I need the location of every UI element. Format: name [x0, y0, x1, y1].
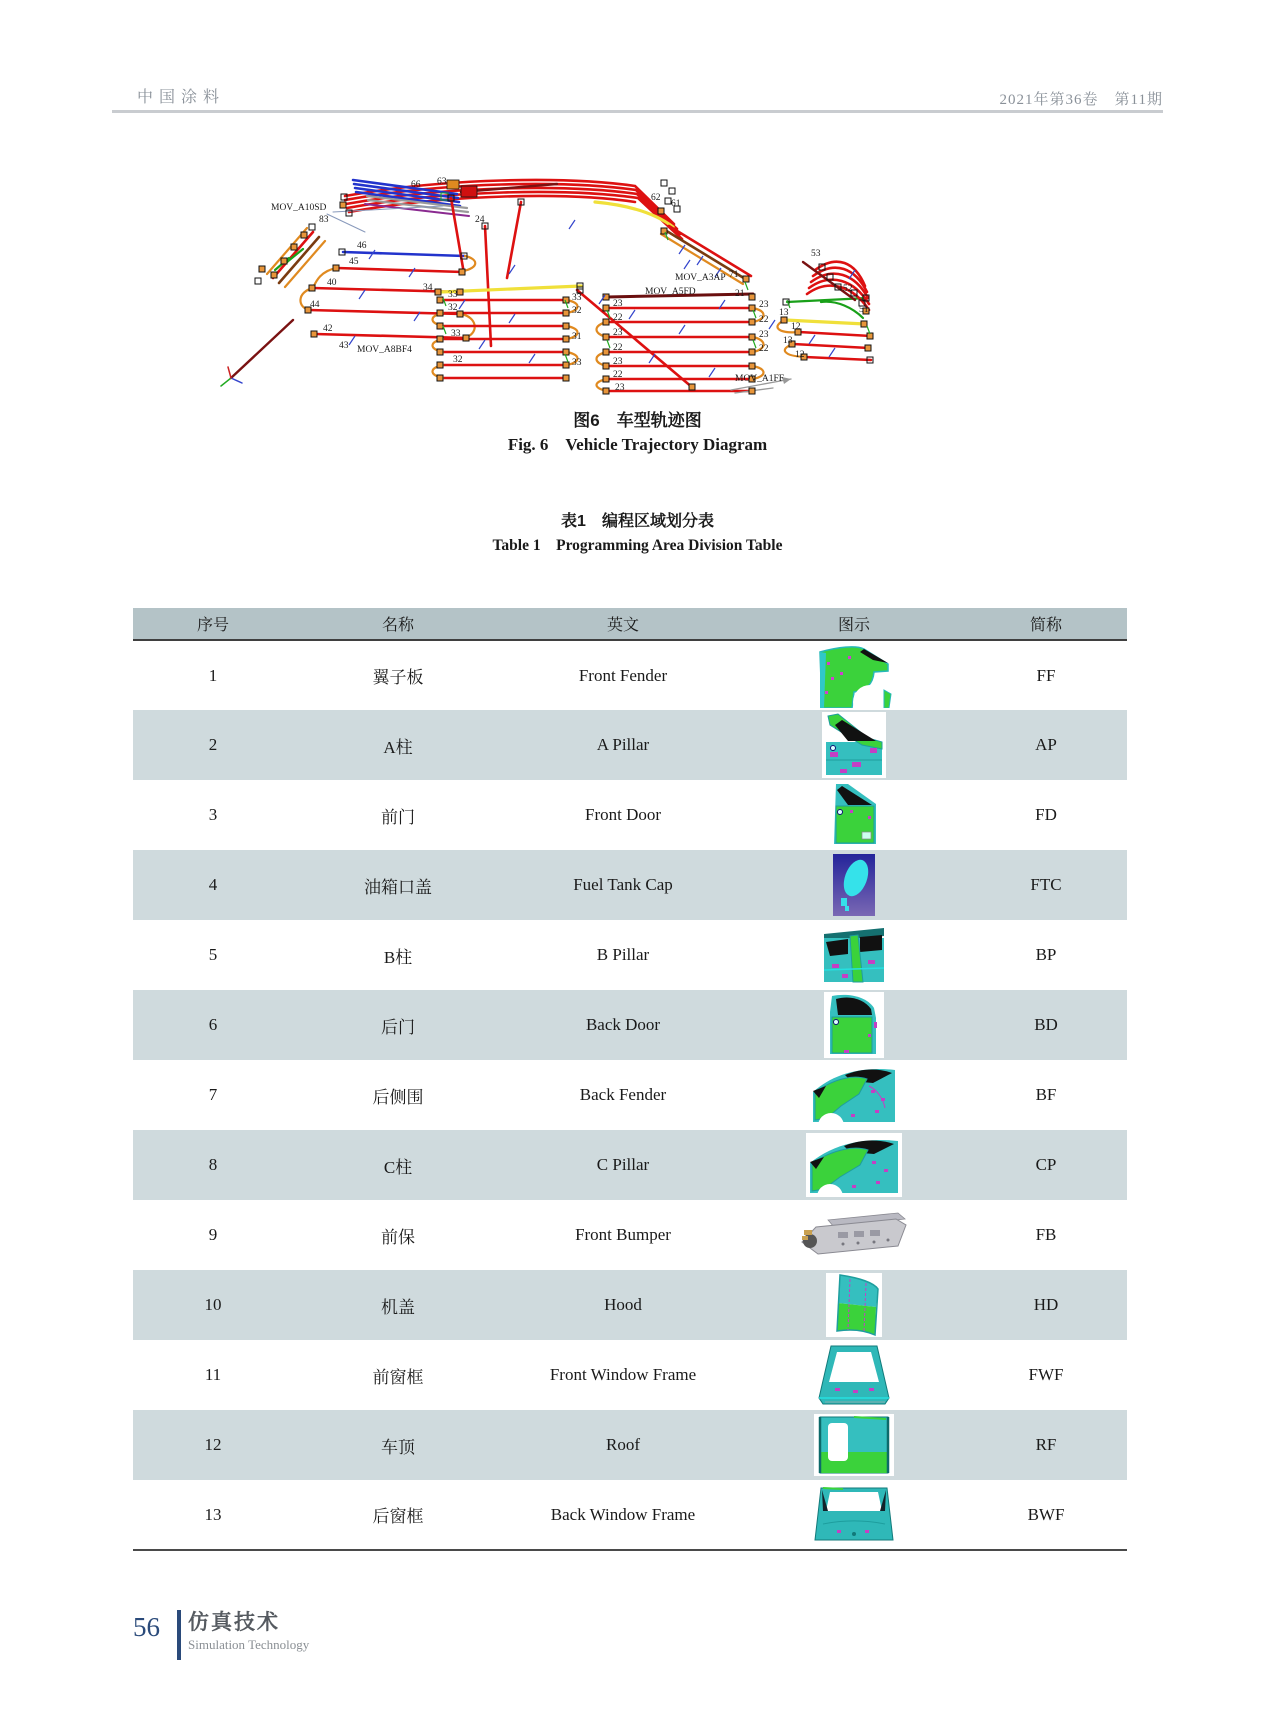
header-rule — [112, 110, 1163, 113]
table-row: 4 油箱口盖 Fuel Tank Cap FTC — [133, 850, 1127, 920]
svg-text:31: 31 — [572, 332, 582, 342]
table-row: 5 B柱 B Pillar BP — [133, 920, 1127, 990]
illustration-front-door — [828, 782, 880, 848]
svg-text:23: 23 — [615, 383, 625, 393]
table-row: 7 后侧围 Back Fender BF — [133, 1060, 1127, 1130]
svg-text:12: 12 — [795, 350, 805, 360]
illustration-b-pillar — [822, 926, 886, 984]
svg-text:43: 43 — [339, 341, 349, 351]
illustration-fuel-tank-cap — [833, 854, 875, 916]
svg-text:51: 51 — [859, 305, 869, 315]
svg-text:32: 32 — [448, 303, 458, 313]
figure-caption-en: Fig. 6 Vehicle Trajectory Diagram — [507, 435, 768, 454]
svg-text:32: 32 — [572, 306, 582, 316]
col-header-name: 名称 — [293, 608, 503, 640]
footer-section-en: Simulation Technology — [188, 1637, 310, 1652]
col-header-illustration: 图示 — [743, 608, 965, 640]
illustration-back-door — [824, 992, 884, 1058]
svg-text:13: 13 — [783, 336, 793, 346]
svg-text:66: 66 — [411, 180, 421, 190]
table-row: 6 后门 Back Door BD — [133, 990, 1127, 1060]
illustration-back-window-frame — [813, 1486, 895, 1544]
svg-text:42: 42 — [323, 324, 333, 334]
svg-text:33: 33 — [572, 358, 582, 368]
illustration-a-pillar — [822, 712, 886, 778]
svg-text:13: 13 — [779, 308, 789, 318]
svg-text:22: 22 — [613, 343, 623, 353]
svg-text:63: 63 — [437, 177, 447, 187]
col-header-abbr: 简称 — [965, 608, 1127, 640]
svg-text:44: 44 — [310, 300, 320, 310]
svg-text:53: 53 — [811, 249, 821, 259]
figure-caption-zh: 图6 车型轨迹图 — [573, 411, 702, 430]
issue-info: 2021年第36卷 第11期 — [999, 92, 1163, 108]
svg-text:22: 22 — [759, 344, 769, 354]
svg-text:23: 23 — [613, 357, 623, 367]
illustration-front-bumper — [798, 1210, 910, 1260]
illustration-c-pillar — [806, 1133, 902, 1197]
svg-text:22: 22 — [759, 315, 769, 325]
svg-text:52: 52 — [843, 284, 853, 294]
svg-text:61: 61 — [671, 199, 681, 209]
svg-text:40: 40 — [327, 278, 337, 288]
svg-text:21: 21 — [735, 289, 745, 299]
svg-text:33: 33 — [451, 329, 461, 339]
table-title-en: Table 1 Programming Area Division Table — [492, 537, 783, 554]
table-row: 9 前保 Front Bumper FB — [133, 1200, 1127, 1270]
journal-name: 中国涂料 — [137, 89, 226, 106]
svg-text:34: 34 — [423, 283, 433, 293]
svg-text:MOV_A5FD: MOV_A5FD — [645, 287, 696, 297]
svg-text:23: 23 — [613, 328, 623, 338]
table-row: 12 车顶 Roof RF — [133, 1410, 1127, 1480]
svg-text:33: 33 — [572, 293, 582, 303]
svg-text:MOV_A3AP: MOV_A3AP — [675, 273, 726, 283]
illustration-back-fender — [811, 1064, 897, 1126]
svg-text:12: 12 — [791, 322, 801, 332]
svg-text:45: 45 — [349, 257, 359, 267]
table-title-zh: 表1 编程区域划分表 — [561, 513, 714, 530]
svg-text:MOV_A1FF: MOV_A1FF — [735, 374, 785, 384]
footer-section-zh: 仿真技术 — [188, 1611, 280, 1634]
table-row: 13 后窗框 Back Window Frame BWF — [133, 1480, 1127, 1550]
svg-text:22: 22 — [613, 370, 623, 380]
svg-text:24: 24 — [475, 215, 485, 225]
svg-text:22: 22 — [613, 313, 623, 323]
table-row: 11 前窗框 Front Window Frame FWF — [133, 1340, 1127, 1410]
illustration-roof — [814, 1414, 894, 1476]
svg-text:23: 23 — [759, 330, 769, 340]
trajectory-diagram — [215, 150, 875, 405]
svg-text:62: 62 — [651, 193, 661, 203]
svg-text:MOV_A10SD: MOV_A10SD — [271, 203, 327, 213]
page-number: 56 — [133, 1612, 160, 1642]
svg-text:32: 32 — [453, 355, 463, 365]
table-row: 3 前门 Front Door FD — [133, 780, 1127, 850]
svg-text:46: 46 — [357, 241, 367, 251]
table-row: 8 C柱 C Pillar CP — [133, 1130, 1127, 1200]
footer-divider-bar — [177, 1610, 181, 1660]
svg-text:23: 23 — [759, 300, 769, 310]
vehicle-trajectory-figure — [215, 150, 875, 405]
col-header-english: 英文 — [503, 608, 743, 640]
illustration-front-fender — [814, 644, 894, 708]
programming-area-table — [133, 608, 1127, 1551]
illustration-front-window-frame — [815, 1344, 893, 1406]
illustration-hood — [826, 1273, 882, 1337]
svg-text:83: 83 — [319, 215, 329, 225]
svg-text:23: 23 — [613, 299, 623, 309]
table-header-row — [133, 608, 1127, 640]
col-header-no: 序号 — [133, 608, 293, 640]
table-row: 1 翼子板 Front Fender FF — [133, 640, 1127, 710]
svg-text:71: 71 — [729, 270, 739, 280]
svg-text:33: 33 — [448, 290, 458, 300]
table-row: 2 A柱 A Pillar AP — [133, 710, 1127, 780]
table-row: 10 机盖 Hood HD — [133, 1270, 1127, 1340]
svg-text:MOV_A8BF4: MOV_A8BF4 — [357, 345, 412, 355]
